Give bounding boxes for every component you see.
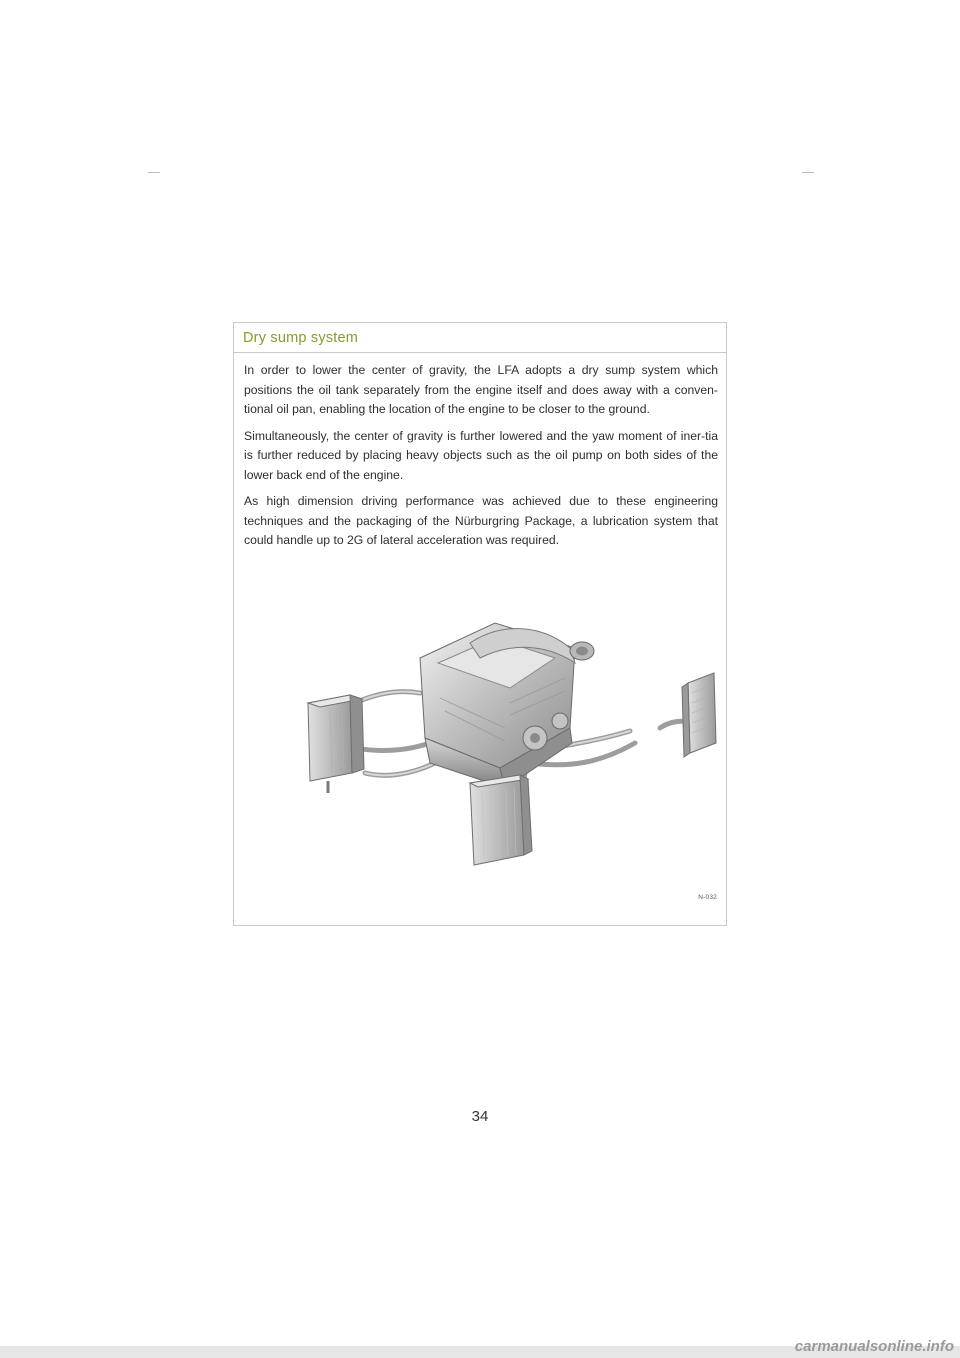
info-box-body: [234, 353, 726, 551]
crop-mark-right: [802, 172, 814, 173]
paragraph-3: As high dimension driving performance was achieved due to these engineering techniques and the packaging of the Nürburgring Package, a lubrication system that could handle up to 2G of lateral acceleration was required.: [244, 494, 718, 547]
right-oil-cooler: [682, 673, 716, 757]
left-oil-tank: [308, 695, 364, 793]
watermark: carmanualsonline.info: [794, 1338, 954, 1355]
section-title: Dry sump system: [243, 329, 358, 346]
figure-code: N-032: [698, 894, 717, 901]
front-oil-cooler: [470, 775, 532, 865]
paragraph-2: Simultaneously, the center of gravity is further lowered and the yaw moment of iner-tia is further reduced by placing heavy objects such as the oil pump on both sides of the lower back end of the engine.: [244, 428, 718, 482]
crop-mark-left: [148, 172, 160, 173]
paragraph-1: In order to lower the center of gravity, the LFA adopts a dry sump system which positions the oil tank separately from the engine itself and does away with a conven-tional oil pan, enabling the location of the engine to be closer to the ground.: [244, 363, 718, 416]
page-number: 34: [471, 1108, 489, 1125]
dry-sump-engine-illustration: [270, 603, 724, 873]
info-box: [233, 322, 727, 926]
info-box-header: [234, 323, 726, 353]
